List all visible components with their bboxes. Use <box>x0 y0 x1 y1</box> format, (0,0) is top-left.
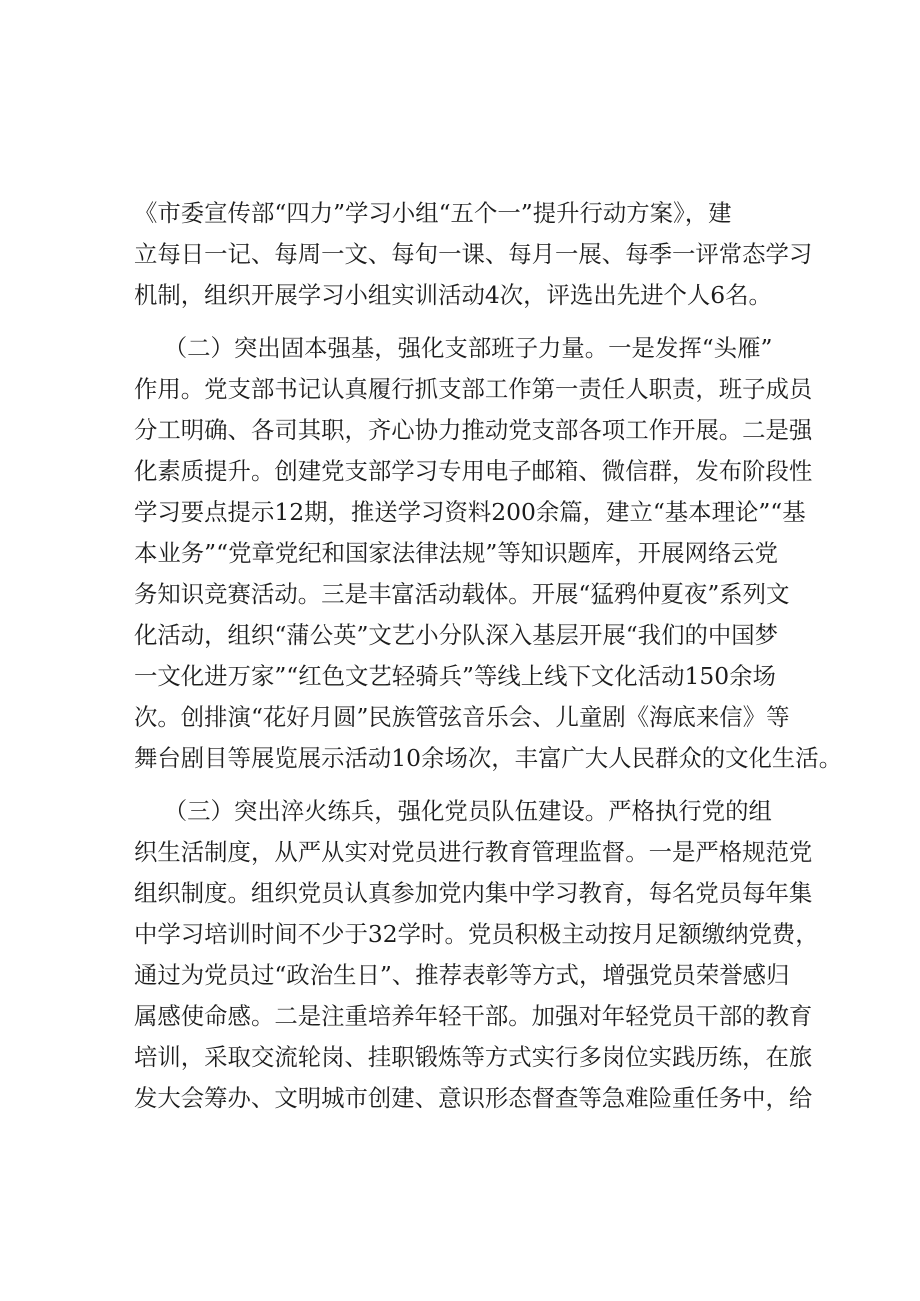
text-line: 《市委宣传部“四力”学习小组“五个一”提升行动方案》，建 <box>134 199 732 227</box>
paragraph <box>134 791 819 1119</box>
text-line: （二）突出固本强基，强化支部班子力量。一是发挥“头雁” <box>134 334 773 362</box>
document-body <box>134 193 843 1119</box>
text-line: 分工明确、各司其职，齐心协力推动党支部各项工作开展。二是强 <box>134 416 813 444</box>
text-line: 务知识竞赛活动。三是丰富活动载体。开展“猛鸦仲夏夜”系列文 <box>134 580 790 608</box>
text-line: 舞台剧目等展览展示活动10余场次，丰富广大人民群众的文化生活。 <box>134 744 843 772</box>
paragraph-spacer <box>134 316 794 328</box>
text-line: 培训，采取交流轮岗、挂职锻炼等方式实行多岗位实践历练，在旅 <box>134 1043 813 1071</box>
text-line: 通过为党员过“政治生日”、推荐表彰等方式，增强党员荣誉感归 <box>134 961 790 989</box>
text-line: 化活动，组织“蒲公英”文艺小分队深入基层开展“我们的中国梦 <box>134 621 779 649</box>
text-line: 化素质提升。创建党支部学习专用电子邮箱、微信群，发布阶段性 <box>134 457 813 485</box>
text-line: 组织制度。组织党员认真参加党内集中学习教育，每名党员每年集 <box>134 879 813 907</box>
text-line: 立每日一记、每周一文、每旬一课、每月一展、每季一评常态学习 <box>134 240 813 268</box>
text-line: 织生活制度，从严从实对党员进行教育管理监督。一是严格规范党 <box>134 838 813 866</box>
text-line: 次。创排演“花好月圆”民族管弦音乐会、儿童剧《海底来信》等 <box>134 703 790 731</box>
text-line: （三）突出淬火练兵，强化党员队伍建设。严格执行党的组 <box>134 797 772 825</box>
text-line: 学习要点提示12期，推送学习资料200余篇，建立“基本理论”“基 <box>134 498 806 526</box>
text-line: 发大会筹办、文明城市创建、意识形态督查等急难险重任务中，给 <box>134 1084 813 1112</box>
paragraph-spacer <box>134 779 794 791</box>
paragraph <box>134 328 843 779</box>
text-line: 属感使命感。二是注重培养年轻干部。加强对年轻党员干部的教育 <box>134 1002 813 1030</box>
text-line: 中学习培训时间不少于32学时。党员积极主动按月足额缴纳党费， <box>134 920 819 948</box>
text-line: 机制，组织开展学习小组实训活动4次，评选出先进个人6名。 <box>134 281 772 309</box>
paragraph <box>134 193 813 316</box>
text-line: 一文化进万家”“红色文艺轻骑兵”等线上线下文化活动150余场 <box>134 662 776 690</box>
text-line: 作用。党支部书记认真履行抓支部工作第一责任人职责，班子成员 <box>134 375 813 403</box>
text-line: 本业务”“党章党纪和国家法律法规”等知识题库，开展网络云党 <box>134 539 779 567</box>
